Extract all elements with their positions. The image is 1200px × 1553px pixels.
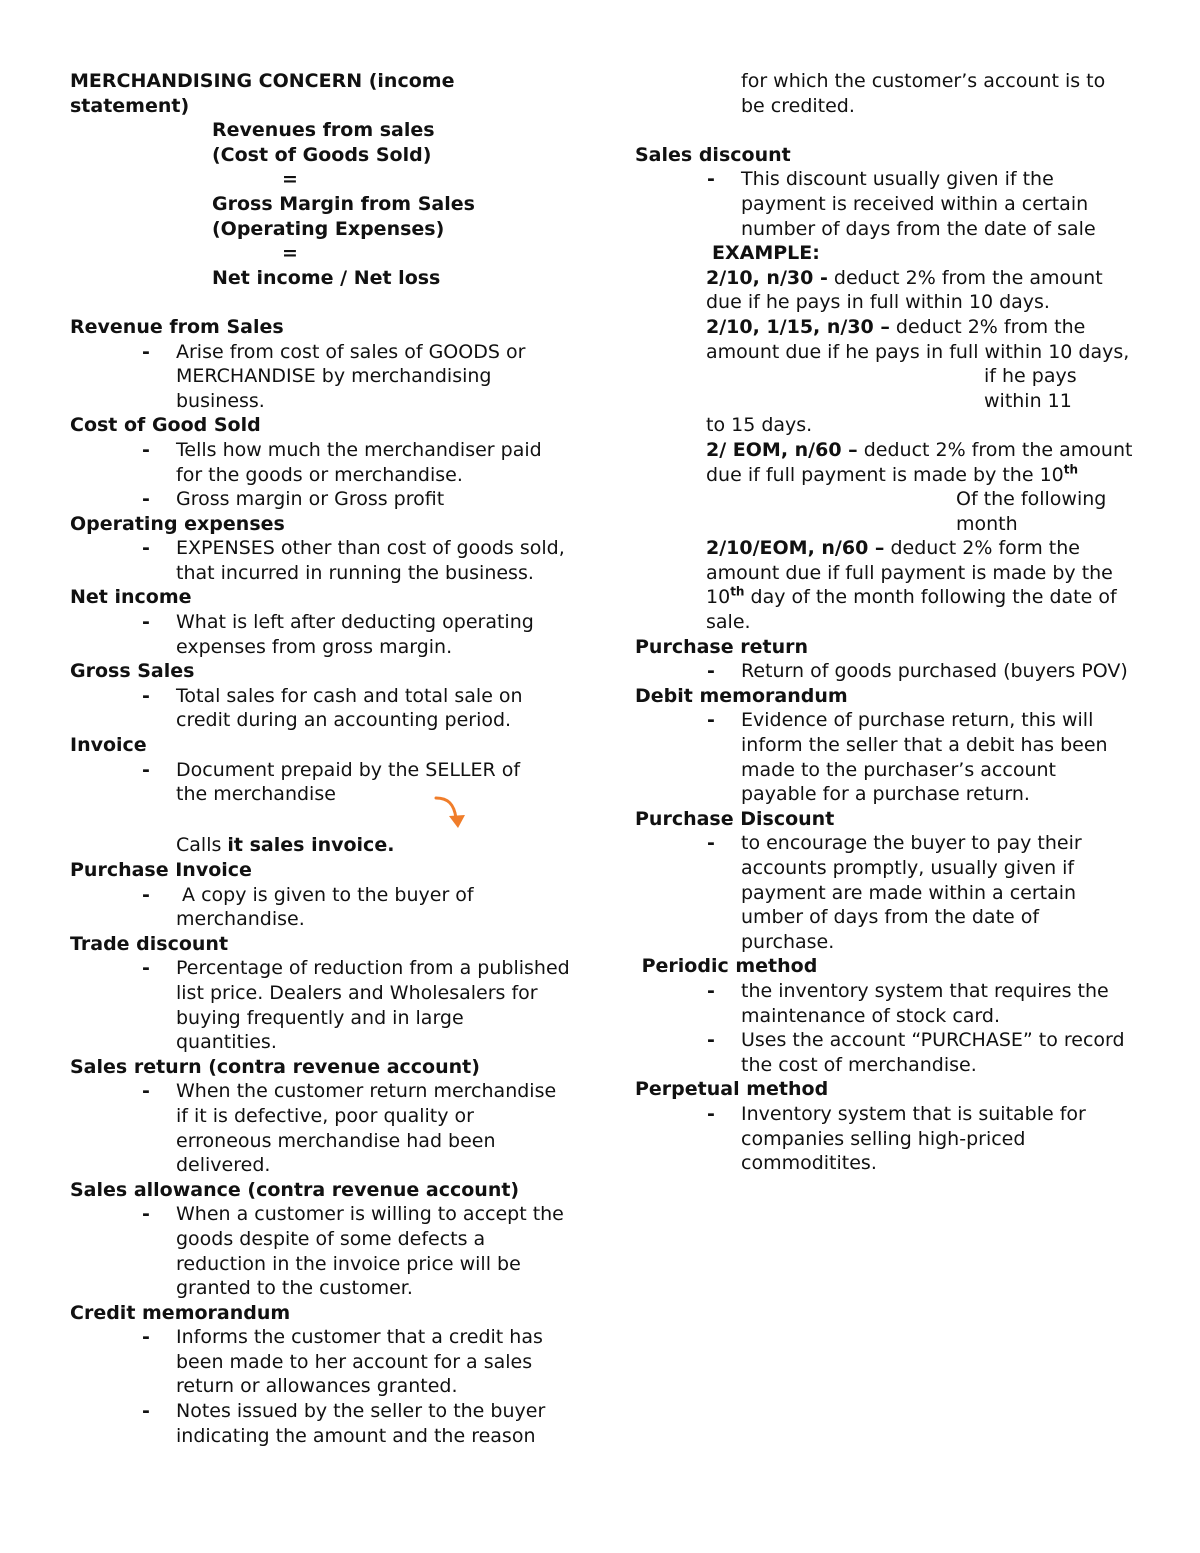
list-item: - Total sales for cash and total sale on credit during an accounting period. — [70, 684, 570, 733]
list-item: - to encourage the buyer to pay their accounts promptly, usually given if payment are made within a certain umber of days from the date of purchase. — [635, 831, 1135, 954]
list-item: - Evidence of purchase return, this will inform the seller that a debit has been made to the purchaser’s account payable for a purchase return. — [635, 708, 1135, 806]
list-item: - Inventory system that is suitable for companies selling high-priced commoditites. — [635, 1102, 1135, 1176]
list-item: - Tells how much the merchandiser paid for the goods or merchandise. — [70, 438, 570, 487]
list-item: - Uses the account “PURCHASE” to record the cost of merchandise. — [635, 1028, 1135, 1077]
left-column — [70, 69, 570, 1448]
section-heading: Net income — [70, 586, 192, 609]
example-continuation: Of the following month — [956, 488, 1107, 535]
list-item: - Informs the customer that a credit has been made to her account for a sales return or allowances granted. — [70, 1325, 570, 1399]
section-heading: Sales allowance (contra revenue account) — [70, 1178, 520, 1201]
section-heading: Purchase Invoice — [70, 859, 252, 881]
list-item: - This discount usually given if the payment is received within a certain number of days from the date of sale — [635, 167, 1135, 241]
formula-gross-margin: Gross Margin from Sales — [212, 192, 475, 215]
list-item: - When a customer is willing to accept the goods despite of some defects a reduction in the invoice price will be granted to the customer. — [70, 1202, 570, 1300]
example-continuation: to 15 days. — [706, 414, 813, 437]
section-heading: Purchase Discount — [635, 807, 835, 830]
section-heading: Credit memorandum — [70, 1301, 291, 1324]
formula-opex: (Operating Expenses) — [212, 217, 445, 240]
bullet-list — [635, 167, 1135, 241]
section-heading: Revenue from Sales — [70, 315, 284, 338]
bullet-list — [70, 758, 570, 807]
document-title: MERCHANDISING CONCERN (income statement) — [70, 70, 455, 117]
section-heading: Sales discount — [635, 143, 791, 166]
section-heading: Perpetual method — [635, 1078, 829, 1101]
example-label: EXAMPLE: — [712, 242, 820, 265]
list-item: - Arise from cost of sales of GOODS or MERCHANDISE by merchandising business. — [70, 340, 570, 414]
section-heading: Operating expenses — [70, 512, 285, 535]
list-item: - Percentage of reduction from a published list price. Dealers and Wholesalers for buying frequently and in large quantities. — [70, 956, 570, 1054]
bullet-list — [635, 708, 1135, 806]
bullet-list — [70, 536, 570, 585]
bullet-list — [70, 610, 570, 659]
list-item: - When the customer return merchandise if it is defective, poor quality or erroneous merchandise had been delivered. — [70, 1079, 570, 1177]
list-item: - What is left after deducting operating expenses from gross margin. — [70, 610, 570, 659]
bullet-list — [70, 438, 570, 512]
list-item: - Return of goods purchased (buyers POV) — [635, 659, 1135, 684]
example-continuation: if he pays within 11 — [984, 365, 1077, 412]
example-item: 2/10, n/30 - deduct 2% from the amount due if he pays in full within 10 days. — [706, 266, 1103, 314]
list-item: - the inventory system that requires the maintenance of stock card. — [635, 979, 1135, 1028]
formula-revenues: Revenues from sales — [212, 119, 435, 142]
bullet-list — [70, 1079, 570, 1177]
list-item: - EXPENSES other than cost of goods sold, that incurred in running the business. — [70, 536, 570, 585]
section-heading: Sales return (contra revenue account) — [70, 1055, 480, 1078]
section-heading: Debit memorandum — [635, 684, 848, 707]
continued-text: for which the customer’s account is to be credited. — [741, 70, 1106, 117]
bullet-list — [635, 1102, 1135, 1176]
bullet-list — [70, 1325, 570, 1448]
list-item: - Notes issued by the seller to the buyer indicating the amount and the reason — [70, 1399, 570, 1448]
list-item: - Document prepaid by the SELLER of the merchandise — [70, 758, 570, 807]
bullet-list — [635, 659, 1135, 684]
calls-note: Calls it sales invoice. — [176, 834, 395, 857]
right-column — [635, 69, 1135, 1176]
bullet-list — [70, 956, 570, 1054]
bullet-list — [635, 831, 1135, 954]
formula-equals: = — [282, 168, 298, 191]
section-heading: Gross Sales — [70, 660, 195, 683]
section-heading: Periodic method — [635, 955, 818, 978]
bullet-list — [70, 340, 570, 414]
formula-equals-2: = — [282, 242, 298, 265]
income-statement-formula — [212, 118, 570, 290]
bullet-list — [70, 883, 570, 932]
bullet-list — [635, 979, 1135, 1077]
section-heading: Invoice — [70, 734, 147, 757]
bullet-list — [70, 1202, 570, 1300]
section-heading: Trade discount — [70, 932, 229, 955]
curved-arrow-icon — [434, 794, 474, 834]
example-item: 2/10, 1/15, n/30 – deduct 2% from the amount due if he pays in full within 10 days, — [706, 315, 1130, 363]
example-item: 2/ EOM, n/60 – deduct 2% from the amount due if full payment is made by the 10th — [706, 438, 1133, 486]
list-item: - Gross margin or Gross profit — [70, 487, 570, 512]
formula-net-income: Net income / Net loss — [212, 266, 441, 289]
bullet-list — [70, 684, 570, 733]
section-heading: Purchase return — [635, 635, 809, 658]
example-item: 2/10/EOM, n/60 – deduct 2% form the amount due if full payment is made by the 10th day of the month following the date of sale. — [706, 537, 1117, 634]
list-item: - A copy is given to the buyer of merchandise. — [70, 883, 570, 932]
example-block — [706, 241, 1135, 635]
formula-cogs: (Cost of Goods Sold) — [212, 143, 432, 166]
section-heading: Cost of Good Sold — [70, 414, 261, 437]
